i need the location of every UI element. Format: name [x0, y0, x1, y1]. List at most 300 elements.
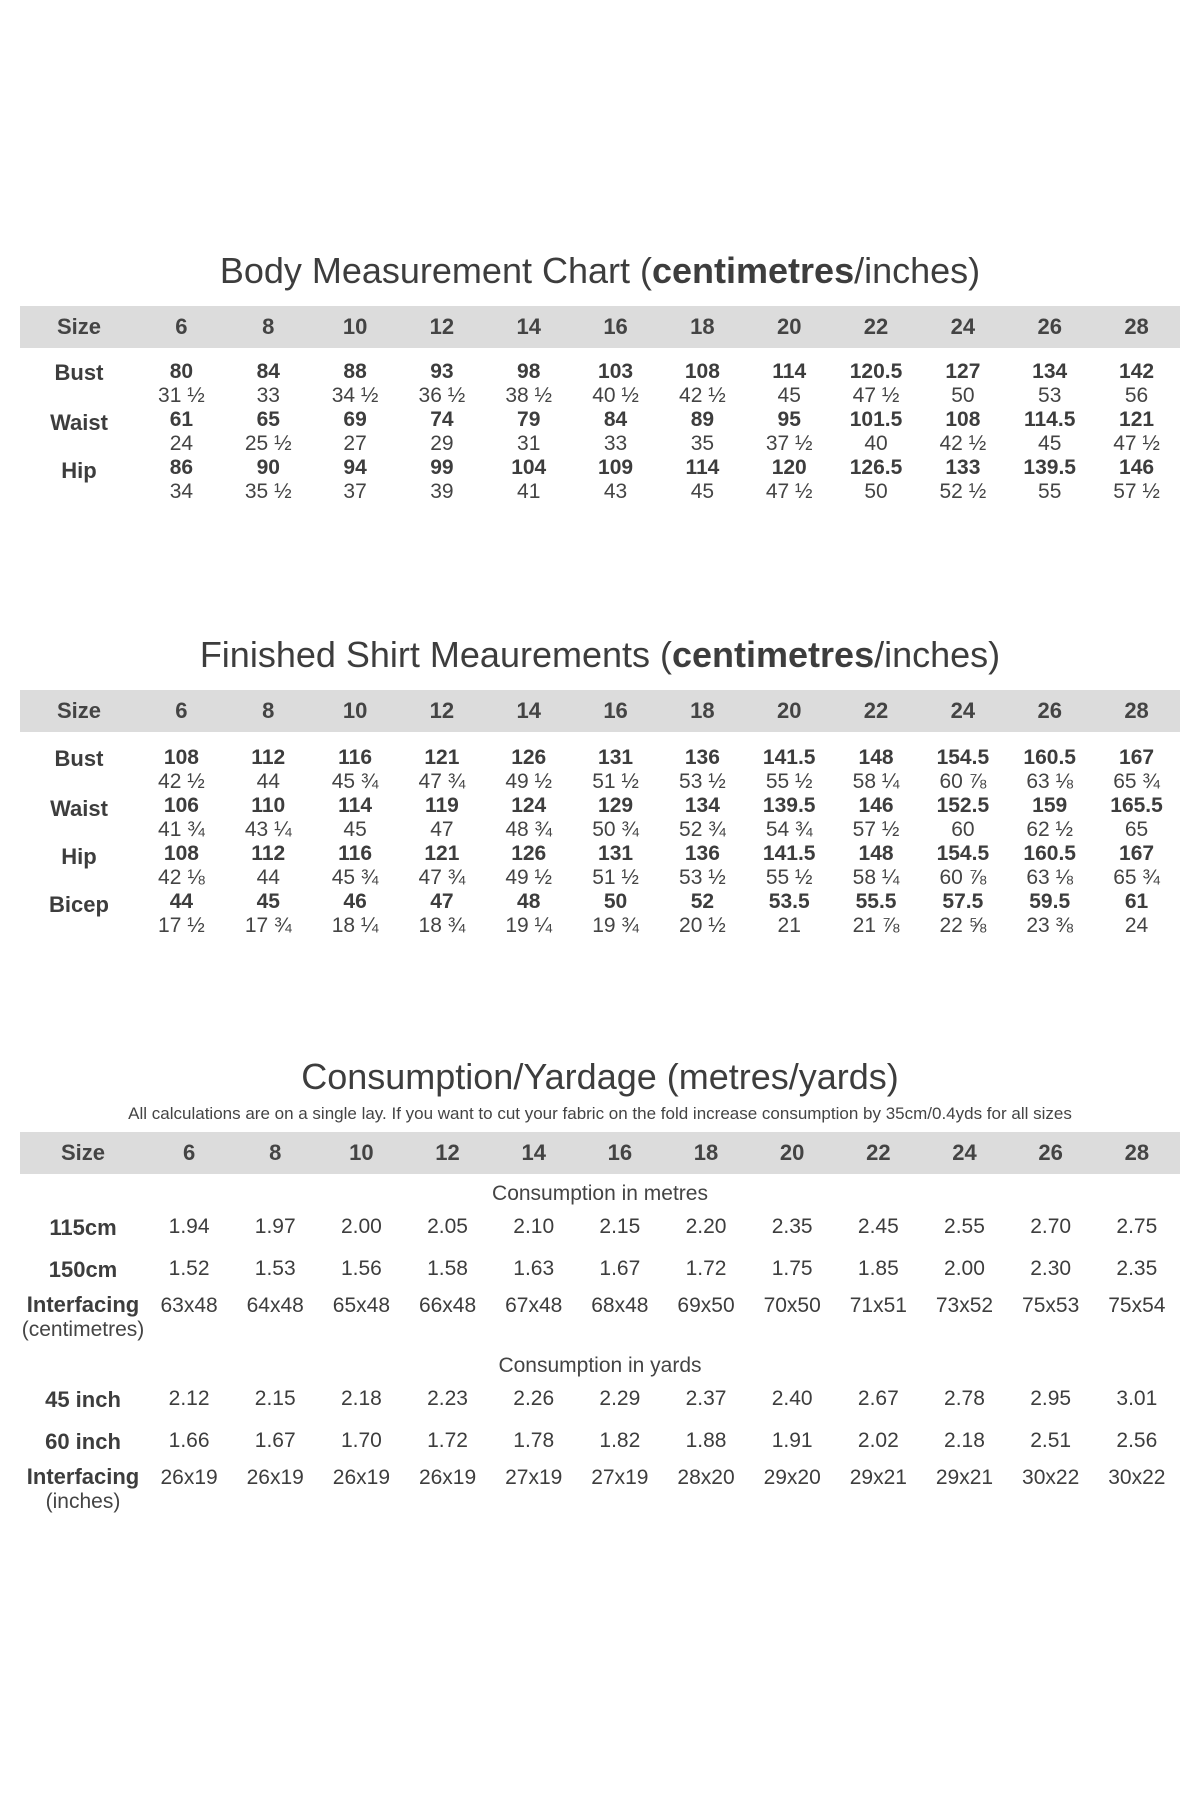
- cm-value: 136: [684, 746, 720, 769]
- cm-value: 46: [343, 890, 367, 913]
- inch-value: 45 ¾: [331, 866, 379, 889]
- inch-value: 34: [169, 480, 194, 503]
- consumption-note: All calculations are on a single lay. If you want to cut your fabric on the fold increase consumption by 35cm/0.4yds for all sizes: [128, 1104, 1072, 1123]
- measurement-row: [20, 842, 1180, 890]
- measurement-cell: [572, 408, 659, 456]
- cm-value: 98: [517, 360, 541, 383]
- shirt-measurement-table: [20, 690, 1180, 938]
- measurement-cell: [919, 408, 1006, 456]
- cm-value: 108: [945, 408, 981, 431]
- inch-value: 42 ½: [939, 432, 987, 455]
- row-label: [20, 1420, 146, 1462]
- inch-value: 53 ½: [679, 866, 726, 889]
- consumption-cell: 1.97: [254, 1215, 296, 1238]
- inch-value: 58 ¼: [852, 770, 900, 793]
- cm-value: 84: [603, 408, 628, 431]
- measurement-cell: [572, 732, 659, 794]
- inch-value: 24: [169, 432, 194, 455]
- cm-value: 109: [598, 456, 634, 479]
- measurement-cell: [398, 408, 485, 456]
- measurement-cell: [919, 842, 1006, 890]
- measurement-cell: [1093, 408, 1180, 456]
- measurement-cell: [746, 890, 833, 938]
- measurement-cell: [919, 456, 1006, 504]
- inch-value: 45: [343, 818, 367, 841]
- inch-value: 40 ½: [592, 384, 639, 407]
- consumption-cell: 2.23: [427, 1387, 468, 1410]
- measurement-cell: [746, 732, 833, 794]
- consumption-row: [20, 1248, 1180, 1290]
- cm-value: 121: [1119, 408, 1155, 431]
- consumption-cell: 2.15: [599, 1215, 641, 1238]
- consumption-cell: 30x22: [1022, 1466, 1080, 1489]
- consumption-table: [20, 1132, 1180, 1520]
- cm-value: 167: [1119, 746, 1155, 769]
- cm-value: 116: [338, 842, 373, 865]
- inch-value: 60 ⅞: [939, 770, 987, 793]
- cm-value: 142: [1119, 360, 1155, 383]
- inch-value: 44: [256, 770, 280, 793]
- row-label: [20, 1462, 146, 1520]
- measurement-row: [20, 732, 1180, 794]
- inch-value: 47 ½: [1113, 432, 1160, 455]
- consumption-row: [20, 1462, 1180, 1520]
- measurement-cell: [919, 890, 1006, 938]
- consumption-cell: 2.26: [513, 1387, 555, 1410]
- consumption-cell: 68x48: [591, 1294, 649, 1317]
- consumption-cell: 2.75: [1116, 1215, 1158, 1238]
- measurement-cell: [659, 348, 746, 408]
- cm-value: 84: [256, 360, 280, 383]
- row-label: Bicep: [49, 892, 109, 917]
- size-header-cell: 22: [863, 698, 889, 723]
- inch-value: 20 ½: [679, 914, 726, 937]
- inch-value: 24: [1124, 914, 1149, 937]
- cm-value: 108: [163, 842, 199, 865]
- measurement-cell: [485, 794, 572, 842]
- consumption-cell: 1.75: [771, 1257, 813, 1280]
- consumption-row: [20, 1378, 1180, 1420]
- inch-value: 29: [430, 432, 454, 455]
- cm-value: 146: [1119, 456, 1155, 479]
- size-header-cell: 20: [779, 1140, 805, 1165]
- cm-value: 159: [1032, 794, 1068, 817]
- size-header-cell: 22: [866, 1140, 891, 1165]
- cm-value: 86: [169, 456, 194, 479]
- cm-value: 53.5: [768, 890, 810, 913]
- consumption-cell: 3.01: [1116, 1387, 1158, 1410]
- inch-value: 57 ½: [852, 818, 900, 841]
- cm-value: 148: [858, 746, 894, 769]
- consumption-cell: 2.95: [1030, 1387, 1072, 1410]
- size-header-cell: 20: [776, 314, 802, 339]
- subheading: Consumption in yards: [498, 1354, 702, 1377]
- cm-value: 126: [511, 842, 547, 865]
- size-header-cell: 24: [952, 1140, 977, 1165]
- inch-value: 21 ⅞: [852, 914, 900, 937]
- cm-value: 154.5: [936, 842, 990, 865]
- consumption-cell: 29x20: [763, 1466, 821, 1489]
- cm-value: 52: [690, 890, 715, 913]
- measurement-cell: [833, 842, 920, 890]
- measurement-cell: [572, 890, 659, 938]
- measurement-cell: [398, 732, 485, 794]
- row-label: Hip: [61, 458, 97, 483]
- size-header-cell: 10: [349, 1140, 374, 1165]
- consumption-cell: 1.78: [513, 1429, 555, 1452]
- cm-value: 139.5: [762, 794, 816, 817]
- consumption-cell: 1.58: [427, 1257, 468, 1280]
- cm-value: 88: [343, 360, 367, 383]
- measurement-cell: [138, 794, 225, 842]
- consumption-cell: 29x21: [935, 1466, 994, 1489]
- inch-value: 23 ⅜: [1026, 914, 1074, 937]
- cm-value: 146: [858, 794, 894, 817]
- cm-value: 114.5: [1023, 408, 1076, 431]
- inch-value: 37 ½: [765, 432, 813, 455]
- size-header-cell: 24: [950, 698, 976, 723]
- size-header-cell: 12: [429, 314, 455, 339]
- body-measurement-table: [20, 306, 1180, 504]
- consumption-cell: 1.85: [857, 1257, 899, 1280]
- measurement-cell: [138, 456, 225, 504]
- cm-value: 124: [511, 794, 547, 817]
- inch-value: 25 ½: [244, 432, 292, 455]
- measurement-cell: [659, 732, 746, 794]
- measurement-cell: [746, 794, 833, 842]
- cm-value: 131: [598, 842, 634, 865]
- cm-value: 61: [1124, 890, 1149, 913]
- measurement-cell: [572, 456, 659, 504]
- cm-value: 116: [338, 746, 373, 769]
- inch-value: 47 ½: [765, 480, 813, 503]
- inch-value: 31 ½: [158, 384, 205, 407]
- inch-value: 65 ¾: [1113, 866, 1160, 889]
- inch-value: 41 ¾: [158, 818, 205, 841]
- cm-value: 106: [163, 794, 199, 817]
- consumption-cell: 1.67: [599, 1257, 641, 1280]
- inch-value: 45: [1038, 432, 1062, 455]
- consumption-cell: 73x52: [935, 1294, 994, 1317]
- inch-value: 19 ¼: [505, 914, 553, 937]
- cm-value: 104: [511, 456, 547, 479]
- subheading: Consumption in metres: [492, 1182, 708, 1205]
- consumption-cell: 30x22: [1108, 1466, 1166, 1489]
- consumption-cell: 70x50: [763, 1294, 821, 1317]
- consumption-cell: 2.70: [1030, 1215, 1072, 1238]
- consumption-row: [20, 1420, 1180, 1462]
- measurement-cell: [398, 348, 485, 408]
- cm-value: 121: [424, 746, 460, 769]
- cm-value: 114: [772, 360, 807, 383]
- inch-value: 33: [256, 384, 280, 407]
- row-label-text: 60 inch: [45, 1429, 121, 1454]
- cm-value: 59.5: [1029, 890, 1071, 913]
- cm-value: 120: [771, 456, 807, 479]
- inch-value: 37: [343, 480, 367, 503]
- cm-value: 114: [685, 456, 720, 479]
- size-header-cell: 28: [1124, 314, 1149, 339]
- measurement-cell: [1093, 456, 1180, 504]
- measurement-cell: [225, 794, 312, 842]
- cm-value: 160.5: [1023, 842, 1076, 865]
- cm-value: 126: [511, 746, 547, 769]
- measurement-cell: [919, 794, 1006, 842]
- consumption-cell: 2.05: [427, 1215, 468, 1238]
- measurement-cell: [833, 408, 920, 456]
- inch-value: 55: [1038, 480, 1062, 503]
- size-header-cell: 14: [516, 698, 541, 723]
- inch-value: 48 ¾: [505, 818, 553, 841]
- consumption-cell: 2.56: [1116, 1429, 1158, 1452]
- measurement-cell: [485, 890, 572, 938]
- measurement-cell: [312, 732, 399, 794]
- consumption-cell: 2.37: [685, 1387, 727, 1410]
- measurement-cell: [659, 842, 746, 890]
- cm-value: 79: [517, 408, 541, 431]
- measurement-cell: [1093, 794, 1180, 842]
- size-header-cell: 18: [690, 314, 715, 339]
- consumption-row: [20, 1206, 1180, 1248]
- cm-value: 139.5: [1023, 456, 1076, 479]
- inch-value: 62 ½: [1026, 818, 1074, 841]
- cm-value: 167: [1119, 842, 1155, 865]
- consumption-cell: 1.82: [599, 1429, 641, 1452]
- measurement-cell: [398, 842, 485, 890]
- inch-value: 47 ¾: [418, 770, 466, 793]
- cm-value: 114: [338, 794, 373, 817]
- consumption-cell: 26x19: [418, 1466, 477, 1489]
- cm-value: 103: [598, 360, 634, 383]
- measurement-cell: [225, 842, 312, 890]
- row-label: Hip: [61, 844, 97, 869]
- inch-value: 51 ½: [592, 866, 639, 889]
- consumption-cell: 2.55: [944, 1215, 985, 1238]
- measurement-cell: [659, 890, 746, 938]
- size-header-cell: 18: [693, 1140, 719, 1165]
- inch-value: 38 ½: [505, 384, 553, 407]
- measurement-cell: [833, 794, 920, 842]
- inch-value: 50: [951, 384, 975, 407]
- cm-value: 134: [684, 794, 720, 817]
- cm-value: 89: [690, 408, 715, 431]
- inch-value: 45: [777, 384, 801, 407]
- cm-value: 101.5: [849, 408, 903, 431]
- consumption-title: Consumption/Yardage (metres/yards): [301, 1056, 899, 1097]
- size-header-cell: 14: [516, 314, 541, 339]
- inch-value: 41: [517, 480, 541, 503]
- size-header-cell: 10: [342, 314, 368, 339]
- measurement-cell: [398, 890, 485, 938]
- cm-value: 65: [256, 408, 280, 431]
- inch-value: 27: [343, 432, 367, 455]
- measurement-cell: [572, 348, 659, 408]
- measurement-row: [20, 890, 1180, 938]
- consumption-cell: 1.63: [513, 1257, 555, 1280]
- measurement-cell: [312, 890, 399, 938]
- inch-value: 31: [517, 432, 541, 455]
- consumption-cell: 65x48: [332, 1294, 390, 1317]
- cm-value: 47: [430, 890, 454, 913]
- measurement-cell: [1006, 348, 1093, 408]
- inch-value: 51 ½: [592, 770, 639, 793]
- inch-value: 43: [603, 480, 628, 503]
- row-sublabel: (centimetres): [21, 1318, 145, 1341]
- consumption-cell: 29x21: [849, 1466, 907, 1489]
- inch-value: 53 ½: [679, 770, 726, 793]
- body-chart-title: Body Measurement Chart (centimetres/inches): [219, 250, 981, 291]
- consumption-cell: 2.18: [944, 1429, 985, 1452]
- size-header-cell: 6: [182, 1140, 196, 1165]
- row-label: [20, 1248, 146, 1290]
- consumption-cell: 26x19: [332, 1466, 390, 1489]
- row-label-text: Interfacing: [26, 1464, 140, 1489]
- consumption-cell: 1.66: [168, 1429, 210, 1452]
- inch-value: 63 ⅛: [1026, 866, 1074, 889]
- consumption-cell: 75x53: [1022, 1294, 1080, 1317]
- consumption-cell: 2.10: [513, 1215, 555, 1238]
- size-header-cell: 26: [1038, 1140, 1063, 1165]
- size-header-cell: 6: [175, 314, 188, 339]
- cm-value: 120.5: [849, 360, 903, 383]
- cm-value: 50: [603, 890, 628, 913]
- measurement-cell: [659, 456, 746, 504]
- cm-value: 74: [430, 408, 454, 431]
- measurement-cell: [485, 408, 572, 456]
- consumption-cell: 1.56: [340, 1257, 382, 1280]
- measurement-row: [20, 456, 1180, 504]
- cm-value: 48: [517, 890, 541, 913]
- cm-value: 95: [777, 408, 801, 431]
- inch-value: 60: [951, 818, 975, 841]
- measurement-cell: [1006, 408, 1093, 456]
- measurement-cell: [746, 842, 833, 890]
- cm-value: 108: [163, 746, 199, 769]
- inch-value: 19 ¾: [592, 914, 639, 937]
- cm-value: 152.5: [936, 794, 990, 817]
- measurement-cell: [398, 456, 485, 504]
- inch-value: 42 ½: [158, 770, 205, 793]
- consumption-cell: 2.20: [685, 1215, 727, 1238]
- consumption-cell: 66x48: [418, 1294, 477, 1317]
- measurement-cell: [312, 842, 399, 890]
- consumption-cell: 2.29: [599, 1387, 641, 1410]
- size-header-cell: 28: [1124, 1140, 1150, 1165]
- consumption-row: [20, 1290, 1180, 1348]
- inch-value: 49 ½: [505, 866, 553, 889]
- cm-value: 61: [169, 408, 194, 431]
- measurement-cell: [485, 456, 572, 504]
- measurement-cell: [485, 842, 572, 890]
- measurement-cell: [919, 732, 1006, 794]
- consumption-cell: 2.67: [857, 1387, 899, 1410]
- measurement-cell: [225, 456, 312, 504]
- consumption-cell: 27x19: [505, 1466, 563, 1489]
- measurement-row: [20, 408, 1180, 456]
- inch-value: 35: [690, 432, 715, 455]
- cm-value: 121: [424, 842, 460, 865]
- consumption-cell: 26x19: [246, 1466, 304, 1489]
- inch-value: 47 ½: [852, 384, 900, 407]
- cm-value: 99: [430, 456, 454, 479]
- cm-value: 119: [424, 794, 459, 817]
- cm-value: 112: [251, 746, 286, 769]
- size-header-cell: 8: [269, 1140, 282, 1165]
- size-header-cell: 22: [863, 314, 889, 339]
- measurement-cell: [746, 348, 833, 408]
- cm-value: 154.5: [936, 746, 990, 769]
- size-header-cell: 26: [1037, 314, 1062, 339]
- measurement-cell: [572, 842, 659, 890]
- consumption-cell: 1.72: [685, 1257, 727, 1280]
- inch-value: 57 ½: [1113, 480, 1160, 503]
- consumption-cell: 1.94: [168, 1215, 210, 1238]
- cm-value: 129: [598, 794, 634, 817]
- cm-value: 127: [945, 360, 981, 383]
- size-header-cell: 24: [950, 314, 976, 339]
- size-header-row: [20, 690, 1180, 732]
- consumption-cell: 1.52: [168, 1257, 210, 1280]
- inch-value: 63 ⅛: [1026, 770, 1074, 793]
- inch-value: 49 ½: [505, 770, 553, 793]
- row-label: [20, 1290, 146, 1348]
- measurement-cell: [833, 732, 920, 794]
- measurement-cell: [312, 794, 399, 842]
- consumption-cell: 2.00: [944, 1257, 985, 1280]
- consumption-cell: 2.35: [1116, 1257, 1158, 1280]
- inch-value: 43 ¼: [244, 818, 292, 841]
- inch-value: 44: [256, 866, 280, 889]
- inch-value: 45 ¾: [331, 770, 379, 793]
- row-label-text: 45 inch: [45, 1387, 121, 1412]
- measurement-cell: [138, 732, 225, 794]
- inch-value: 39: [430, 480, 454, 503]
- inch-value: 33: [603, 432, 628, 455]
- cm-value: 134: [1032, 360, 1068, 383]
- measurement-cell: [572, 794, 659, 842]
- inch-value: 52 ¾: [679, 818, 726, 841]
- inch-value: 45: [690, 480, 715, 503]
- cm-value: 126.5: [849, 456, 903, 479]
- cm-value: 90: [256, 456, 280, 479]
- measurement-cell: [138, 408, 225, 456]
- measurement-cell: [746, 456, 833, 504]
- consumption-cell: 2.40: [771, 1387, 813, 1410]
- inch-value: 52 ½: [939, 480, 987, 503]
- inch-value: 65 ¾: [1113, 770, 1160, 793]
- size-header-cell: 16: [607, 1140, 633, 1165]
- consumption-cell: 2.18: [340, 1387, 382, 1410]
- size-header-cell: 16: [603, 314, 628, 339]
- measurement-cell: [312, 456, 399, 504]
- measurement-cell: [1093, 842, 1180, 890]
- cm-value: 93: [430, 360, 454, 383]
- measurement-cell: [659, 794, 746, 842]
- size-header-cell: 16: [603, 698, 628, 723]
- measurement-cell: [225, 408, 312, 456]
- inch-value: 58 ¼: [852, 866, 900, 889]
- cm-value: 141.5: [762, 746, 816, 769]
- consumption-cell: 2.78: [944, 1387, 985, 1410]
- consumption-cell: 2.30: [1030, 1257, 1072, 1280]
- cm-value: 112: [251, 842, 286, 865]
- cm-value: 141.5: [762, 842, 816, 865]
- inch-value: 53: [1038, 384, 1062, 407]
- measurement-cell: [225, 732, 312, 794]
- size-header-cell: 18: [690, 698, 715, 723]
- measurement-cell: [833, 456, 920, 504]
- inch-value: 50 ¾: [592, 818, 639, 841]
